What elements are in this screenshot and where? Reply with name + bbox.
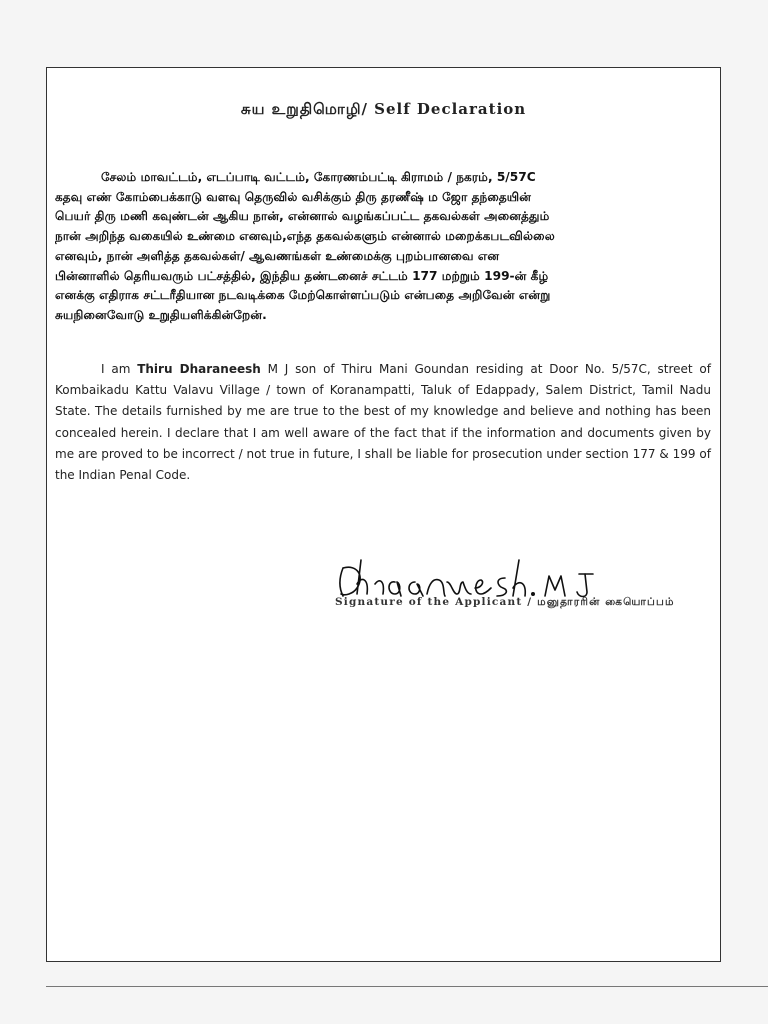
tamil-line: பின்னாளில் தெரியவரும் பட்சத்தில், இந்திய தண்டனைச் சட்டம் 177 மற்றும் 199-ன் கீழ் [55, 268, 549, 283]
tamil-line: எனக்கு எதிராக சட்டரீதியான நடவடிக்கை மேற்கொள்ளப்படும் என்பதை அறிவேன் என்று [55, 288, 551, 303]
tamil-line: கதவு எண் கோம்பைக்காடு வளவு தெருவில் வசிக்கும் திரு தரணீஷ் ம ஜோ தந்தையின் [55, 189, 532, 204]
document-title: சுய உறுதிமொழி/ Self Declaration [240, 100, 527, 118]
tamil-line: பெயர் திரு மணி கவுண்டன் ஆகிய நான், என்னால் வழங்கப்பட்ட தகவல்கள் அனைத்தும் [55, 209, 550, 224]
applicant-name: Thiru Dharaneesh [137, 362, 261, 376]
bottom-divider [46, 986, 768, 987]
tamil-declaration-paragraph [55, 168, 707, 326]
signature-block [335, 554, 715, 614]
english-declaration-paragraph [55, 359, 711, 486]
declaration-page [46, 67, 721, 962]
english-prefix: I am [101, 362, 138, 376]
tamil-line: சுயநினைவோடு உறுதியளிக்கின்றேன். [55, 307, 267, 322]
tamil-line: எனவும், நான் அளித்த தகவல்கள்/ ஆவணங்கள் உண்மைக்கு புறம்பானவை என [55, 248, 500, 263]
tamil-line: நான் அறிந்த வகையில் உண்மை எனவும்,எந்த தகவல்களும் என்னால் மறைக்கபடவில்லை [55, 229, 555, 244]
signature-caption: Signature of the Applicant / மனுதாரரின் கையொப்பம் [335, 596, 675, 608]
tamil-line: சேலம் மாவட்டம், எடப்பாடி வட்டம், கோரணம்பட்டி கிராமம் / நகரம், 5/57C [101, 170, 536, 184]
english-body: M J son of Thiru Mani Goundan residing at Door No. 5/57C, street of Kombaikadu Kattu Valavu Village / town of Koranampatti, Taluk of Edappady, Salem District, Tamil Nadu State. The details furnished by me are true to the best of my knowledge and believe and nothing has been concealed herein. I declare that I am well aware of the fact that if the information and documents given by me are proved to be incorrect / not true in future, I shall be liable for prosecution under section 177 & 199 of the Indian Penal Code. [55, 362, 711, 483]
